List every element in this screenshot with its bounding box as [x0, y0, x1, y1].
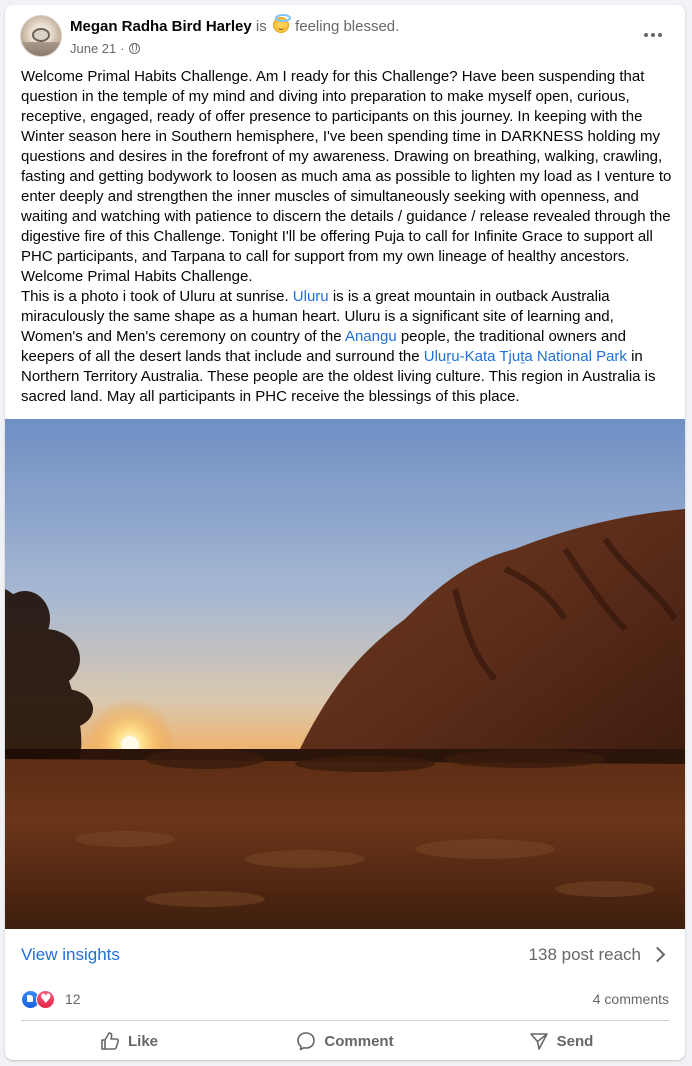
post-photo[interactable] — [5, 419, 685, 929]
view-insights-link[interactable]: View insights — [21, 945, 120, 964]
uluru-sunrise-image — [5, 419, 685, 929]
more-options-dot — [658, 33, 662, 37]
chevron-right-icon[interactable] — [650, 947, 666, 963]
activity-prefix: is — [255, 18, 267, 35]
uluru-link[interactable]: Uluru — [292, 288, 329, 305]
post-date[interactable]: June 21 — [70, 41, 117, 56]
actions-row — [21, 1023, 669, 1059]
post-reach: 138 post reach — [528, 945, 641, 964]
author-avatar[interactable] — [20, 15, 62, 57]
author-line — [70, 17, 399, 35]
send-button[interactable] — [453, 1023, 669, 1059]
avatar-landscape — [21, 42, 62, 56]
post-paragraph-1: Welcome Primal Habits Challenge. Am I ready for this Challenge? Have been suspending that question in the temple of my mind and diving into preparation to make myself open, curious, receptive, engaged, ready of offer presence to participants on this journey. In keeping with the Winter season here in Southern hemisphere, I've been spending time in DARKNESS holding my questions and desires in the forefront of my awareness. Drawing on breathing, walking, crawling, fasting and getting bodywork to loosen as much ama as possible to lighten my load as I venture to enter deeply and strengthen the inner muscles of simultaneously seeking with openness, and waiting and watching with patience to discern the details / guidance / release revealed through the digestive fire of this Challenge. Tonight I'll be offering Puja to call for Infinite Grace to support all PHC participants, and Tarpana to call for support from my own lineage of healthy ancestors. Welcome Primal Habits Challenge. — [21, 68, 672, 285]
actions-divider — [21, 1020, 669, 1021]
post-header — [5, 5, 685, 65]
like-button[interactable] — [21, 1023, 237, 1059]
national-park-link[interactable]: Uluṟu-Kata Tjuṯa National Park — [423, 348, 627, 365]
date-separator: · — [120, 41, 125, 56]
more-options-dot — [651, 33, 655, 37]
p2-text-b: is is a great mountain in outback Australia miraculously the same shape as a human heart. Uluru is a significant site of learning and, Women's and Men's ceremony on country of the — [21, 288, 614, 345]
p2-text-d: in Northern Territory Australia. These people are the oldest living culture. This region in Australia is sacred land. May all participants in PHC receive the blessings of this place. — [21, 348, 656, 405]
comments-count[interactable]: 4 comments — [592, 991, 669, 1007]
comment-bubble-icon — [296, 1031, 316, 1051]
post-paragraph-2 — [21, 287, 676, 407]
comment-label: Comment — [324, 1032, 394, 1050]
insights-row — [5, 929, 685, 981]
thumbs-up-icon — [100, 1031, 120, 1051]
globe-icon[interactable] — [129, 43, 140, 54]
reactions-row — [5, 985, 685, 1017]
more-options-icon — [644, 33, 648, 37]
post-card — [5, 5, 685, 1060]
avatar-detail — [32, 28, 50, 42]
p2-text-c: people, the traditional owners and keepers of all the desert lands that include and surround the — [21, 328, 626, 365]
p2-text-a: This is a photo i took of Uluru at sunrise. — [21, 288, 293, 305]
reaction-count[interactable]: 12 — [65, 991, 81, 1007]
send-label: Send — [556, 1032, 594, 1050]
reaction-icons[interactable] — [21, 990, 61, 1010]
post-meta — [70, 41, 140, 56]
like-label: Like — [127, 1032, 158, 1050]
love-reaction-icon — [36, 990, 55, 1009]
author-name[interactable]: Megan Radha Bird Harley — [70, 18, 252, 35]
feeling-blessed-emoji-icon — [273, 17, 289, 33]
post-body — [21, 67, 676, 407]
send-icon — [529, 1031, 549, 1051]
comment-button[interactable] — [237, 1023, 453, 1059]
anangu-link[interactable]: Anangu — [344, 328, 397, 345]
activity-text[interactable]: feeling blessed. — [295, 18, 400, 35]
more-options-button[interactable] — [639, 23, 667, 47]
